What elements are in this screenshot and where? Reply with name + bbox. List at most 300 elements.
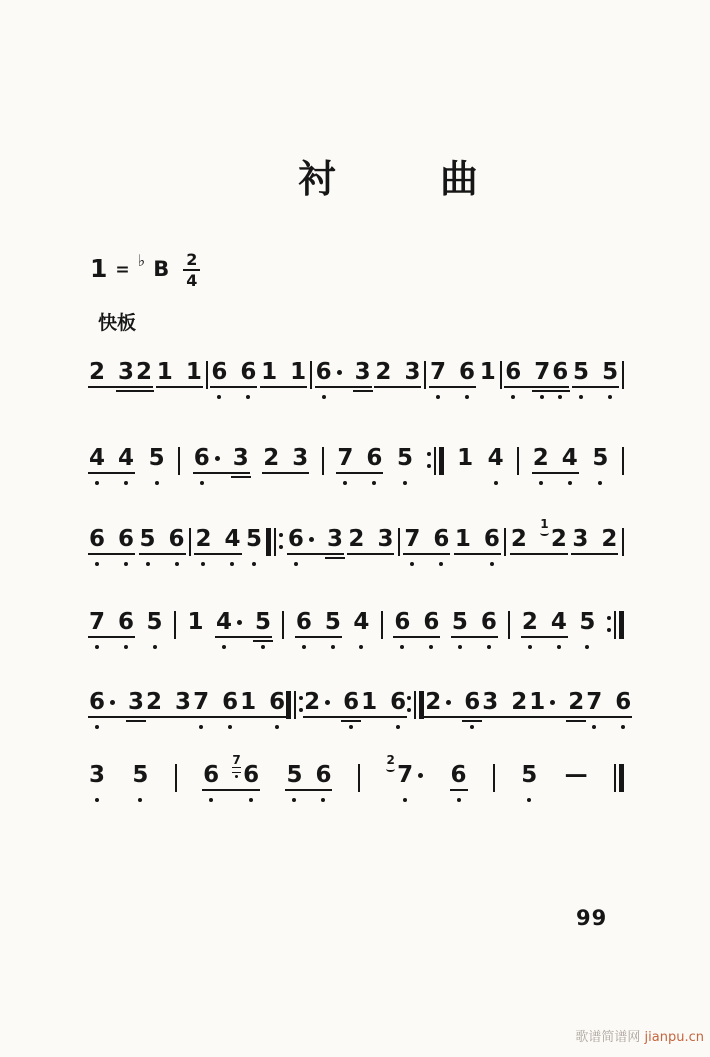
low-octave-dot [403, 481, 407, 485]
low-octave-dot [261, 645, 265, 649]
note-digit: 2 [146, 689, 163, 715]
note-group [510, 517, 568, 552]
note-digit: 5 [254, 609, 271, 635]
beam-underline [374, 386, 421, 388]
note [481, 610, 497, 649]
low-octave-dot [487, 645, 491, 649]
repeat-start-barline [266, 528, 283, 556]
note-digit: 2 [532, 445, 549, 471]
note-digit: 5 [521, 762, 538, 788]
note [193, 690, 209, 729]
note-group [260, 360, 307, 384]
repeat-end-barline [607, 611, 624, 639]
note [533, 446, 549, 485]
note-digit: 5 [592, 445, 609, 471]
note [452, 610, 468, 649]
note-digit: 7 [193, 689, 210, 715]
note-digit: 2 [521, 609, 538, 635]
augmentation-dot [550, 700, 555, 705]
note [534, 360, 550, 399]
augmentation-dot [325, 700, 330, 705]
note [464, 690, 480, 729]
barline [508, 611, 510, 639]
beam-underline [532, 472, 579, 474]
beam-underline [454, 553, 501, 555]
watermark-site-name: 歌谱简谱网 [575, 1030, 641, 1045]
beam-underline [260, 386, 307, 388]
note-digit: 7 [404, 526, 421, 552]
sixteenth-underline [532, 390, 552, 392]
barline [322, 447, 324, 475]
beam-underline [88, 472, 135, 474]
note [118, 527, 134, 566]
note-digit: 6 [211, 359, 228, 385]
note [292, 446, 308, 470]
low-octave-dot [138, 798, 142, 802]
note-group [532, 446, 579, 485]
note [290, 360, 306, 384]
score-line [88, 517, 624, 575]
note-digit: 6 [168, 526, 185, 552]
note-digit: 6 [240, 359, 257, 385]
note-group [487, 446, 505, 485]
note-digit: 6 [203, 762, 220, 788]
note-group [88, 763, 106, 802]
score-line [88, 753, 624, 811]
note [529, 690, 555, 714]
note-group [520, 763, 538, 802]
beam-underline [145, 716, 192, 718]
beam-underline [88, 716, 145, 718]
note-group [360, 690, 407, 729]
barline [622, 361, 624, 389]
low-octave-dot [396, 725, 400, 729]
low-octave-dot [539, 481, 543, 485]
note [404, 360, 420, 384]
beam-underline [336, 472, 383, 474]
note [325, 610, 341, 649]
note-digit: 6 [287, 526, 304, 552]
note-group [88, 527, 135, 566]
beam-underline [528, 716, 585, 718]
note-group [374, 360, 421, 384]
low-octave-dot [400, 645, 404, 649]
note [482, 690, 498, 714]
beam-underline [572, 386, 619, 388]
sixteenth-underline [253, 640, 273, 642]
note-group [585, 690, 632, 729]
note-digit: 6 [193, 445, 210, 471]
note [140, 527, 156, 566]
low-octave-dot [608, 395, 612, 399]
note [394, 610, 410, 649]
low-octave-dot [228, 725, 232, 729]
note-group [145, 690, 192, 714]
beam-underline [194, 553, 241, 555]
beam-underline [360, 716, 407, 718]
note [361, 690, 377, 714]
note-digit: 4 [215, 609, 232, 635]
low-octave-dot [458, 645, 462, 649]
page-number: 99 [576, 906, 608, 930]
note-group [572, 360, 619, 399]
repeat-dots [407, 696, 411, 712]
note [118, 446, 134, 485]
note-digit: 4 [224, 526, 241, 552]
low-octave-dot [439, 562, 443, 566]
low-octave-dot [592, 725, 596, 729]
note [511, 527, 527, 551]
note-group [88, 446, 135, 485]
beam-underline [139, 553, 186, 555]
note [348, 527, 364, 551]
note-digit: 2 [195, 526, 212, 552]
note-group [148, 446, 166, 485]
low-octave-dot [246, 395, 250, 399]
repeat-dots [427, 452, 431, 468]
low-octave-dot [275, 725, 279, 729]
note [232, 753, 260, 802]
note [216, 610, 242, 649]
low-octave-dot [95, 645, 99, 649]
low-octave-dot [292, 798, 296, 802]
grace-slur [232, 767, 241, 773]
note [211, 360, 227, 399]
low-octave-dot [217, 395, 221, 399]
note-digit: 4 [353, 609, 370, 635]
note-group [285, 763, 332, 802]
grace-octave-dot [235, 775, 238, 778]
note-digit: 6 [615, 689, 632, 715]
note-digit: 6 [505, 359, 522, 385]
note-group [139, 527, 186, 566]
note-digit: 5 [132, 762, 149, 788]
beam-underline [88, 386, 153, 388]
barline [622, 528, 624, 556]
beam-underline [424, 716, 481, 718]
barline [178, 447, 180, 475]
time-signature-denominator: 4 [186, 271, 198, 290]
note [203, 763, 219, 802]
barline [517, 447, 519, 475]
note-group [239, 690, 286, 729]
note-group [295, 610, 342, 649]
low-octave-dot [124, 645, 128, 649]
low-octave-dot [429, 645, 433, 649]
low-octave-dot [436, 395, 440, 399]
note-digit: 3 [404, 359, 421, 385]
note-digit: 5 [573, 359, 590, 385]
note [89, 527, 105, 566]
note-digit: 2 [568, 689, 585, 715]
note-digit: 1 [185, 359, 202, 385]
flat-icon: ♭ [137, 251, 146, 270]
note-digit: 1 [156, 359, 173, 385]
low-octave-dot [527, 798, 531, 802]
note-digit: — [564, 762, 588, 788]
note [89, 690, 115, 729]
note [586, 690, 602, 729]
low-octave-dot [95, 481, 99, 485]
note-digit: 6 [483, 526, 500, 552]
score-line [88, 446, 624, 494]
repeat-end-barline [407, 691, 424, 719]
note [433, 527, 449, 566]
note [261, 360, 277, 384]
note-digit: 6 [458, 359, 475, 385]
note [343, 690, 359, 729]
low-octave-dot [331, 645, 335, 649]
note [240, 690, 256, 714]
note [511, 690, 527, 714]
note-digit: 6 [315, 762, 332, 788]
low-octave-dot [201, 562, 205, 566]
note [288, 527, 314, 566]
time-signature-numerator: 2 [183, 251, 200, 271]
low-octave-dot [557, 645, 561, 649]
note [425, 690, 451, 714]
note [484, 527, 500, 566]
note [430, 360, 446, 399]
note-digit: 6 [433, 526, 450, 552]
note-group [479, 360, 497, 384]
note-digit: 2 [550, 526, 567, 552]
beam-underline [287, 553, 344, 555]
note [169, 527, 185, 566]
note-digit: 2 [136, 359, 153, 385]
note-digit: 6 [89, 689, 106, 715]
note [455, 527, 471, 551]
low-octave-dot [540, 395, 544, 399]
note-digit: 2 [263, 445, 280, 471]
low-octave-dot [470, 725, 474, 729]
low-octave-dot [95, 562, 99, 566]
key-equals: = [115, 260, 130, 280]
low-octave-dot [621, 725, 625, 729]
note-digit: 2 [511, 689, 528, 715]
low-octave-dot [349, 725, 353, 729]
note-digit: 3 [89, 762, 106, 788]
barline [206, 361, 208, 389]
note-digit: 2 [375, 359, 392, 385]
note-digit: 2 [601, 526, 618, 552]
note [269, 690, 285, 729]
note-digit: 3 [128, 689, 145, 715]
note-digit: 6 [343, 689, 360, 715]
low-octave-dot [222, 645, 226, 649]
note [89, 763, 105, 802]
note-group [156, 360, 203, 384]
augmentation-dot [446, 700, 451, 705]
note-digit: 6 [118, 526, 135, 552]
grace-slur [386, 766, 395, 772]
note-digit: 6 [89, 526, 106, 552]
low-octave-dot [155, 481, 159, 485]
note [175, 690, 191, 714]
beam-underline [262, 472, 309, 474]
note [240, 360, 256, 399]
note-digit: 5 [579, 609, 596, 635]
note-group [451, 610, 498, 649]
barline [174, 611, 176, 639]
grace-note: 2 [386, 754, 395, 772]
time-signature [183, 251, 200, 289]
score-line [88, 689, 632, 738]
note-digit: 6 [450, 762, 467, 788]
low-octave-dot [95, 798, 99, 802]
note [132, 763, 148, 802]
beam-underline [210, 386, 257, 388]
note-digit: 1 [240, 689, 257, 715]
barline [358, 764, 360, 792]
note-digit: 6 [118, 609, 135, 635]
repeat-end-barline [427, 447, 444, 475]
note [423, 610, 439, 649]
note [195, 527, 211, 566]
note-digit: 7 [534, 359, 551, 385]
barline [189, 528, 191, 556]
note-digit: 6 [480, 609, 497, 635]
note-group [352, 610, 370, 649]
grace-note: 7 [232, 754, 241, 778]
note-digit: 5 [451, 609, 468, 635]
note-group [210, 360, 257, 399]
note-digit: 6 [243, 762, 260, 788]
augmentation-dot [110, 700, 115, 705]
low-octave-dot [410, 562, 414, 566]
note [602, 360, 618, 399]
note [222, 690, 238, 729]
note [579, 610, 595, 649]
note [246, 527, 262, 566]
note-digit: 3 [175, 689, 192, 715]
note-group [287, 527, 344, 566]
note-group [215, 610, 272, 649]
low-octave-dot [249, 798, 253, 802]
note-digit: 5 [148, 445, 165, 471]
barline [500, 361, 502, 389]
beam-underline [88, 636, 135, 638]
low-octave-dot [199, 725, 203, 729]
note-digit: 6 [295, 609, 312, 635]
beam-underline [504, 386, 569, 388]
beam-underline [156, 386, 203, 388]
barline [398, 528, 400, 556]
low-octave-dot [252, 562, 256, 566]
note-group [192, 690, 239, 729]
augmentation-dot [215, 456, 220, 461]
sixteenth-underline [325, 557, 345, 559]
note-group [88, 690, 145, 729]
repeat-dots [279, 533, 283, 549]
sixteenth-underline [353, 390, 373, 392]
note-group [521, 610, 568, 649]
note-digit: 4 [89, 445, 106, 471]
watermark-site-url[interactable]: jianpu.cn [644, 1030, 704, 1045]
low-octave-dot [209, 798, 213, 802]
note-digit: 7 [397, 762, 414, 788]
note-digit: 6 [390, 689, 407, 715]
note [540, 517, 567, 552]
note-digit: 5 [139, 526, 156, 552]
note [551, 610, 567, 649]
note-digit: 3 [354, 359, 371, 385]
note-group [571, 527, 618, 551]
beam-underline [215, 636, 272, 638]
note [390, 690, 406, 729]
beam-underline [585, 716, 632, 718]
low-octave-dot [343, 481, 347, 485]
beam-underline [571, 553, 618, 555]
score-line [88, 610, 624, 658]
sixteenth-underline [566, 720, 586, 722]
note [377, 527, 393, 551]
note [565, 763, 588, 787]
note-digit: 5 [324, 609, 341, 635]
note-digit: 4 [487, 445, 504, 471]
note-group [194, 527, 241, 566]
low-octave-dot [511, 395, 515, 399]
note-digit: 2 [89, 359, 106, 385]
low-octave-dot [95, 725, 99, 729]
low-octave-dot [124, 481, 128, 485]
sixteenth-underline [231, 476, 251, 478]
note [505, 360, 521, 399]
note-digit: 3 [118, 359, 135, 385]
note-group [347, 527, 394, 551]
note-group [456, 446, 474, 470]
note-digit: 1 [457, 445, 474, 471]
barline [175, 764, 177, 792]
beam-underline [239, 716, 286, 718]
note [615, 690, 631, 729]
note [353, 610, 369, 649]
low-octave-dot [359, 645, 363, 649]
note [304, 690, 330, 714]
beam-underline [192, 716, 239, 718]
note-digit: 6 [315, 359, 332, 385]
beam-underline [451, 636, 498, 638]
note-digit: 5 [602, 359, 619, 385]
barline [493, 764, 495, 792]
note-group [262, 446, 309, 470]
note [187, 610, 203, 634]
beam-underline [510, 553, 568, 555]
note [375, 360, 391, 384]
repeat-dots [607, 616, 611, 632]
beam-underline [202, 789, 260, 791]
note-digit: 3 [292, 445, 309, 471]
note-digit: 4 [561, 445, 578, 471]
note [157, 360, 173, 384]
low-octave-dot [294, 562, 298, 566]
note-group [578, 610, 596, 649]
low-octave-dot [302, 645, 306, 649]
note [397, 446, 413, 485]
note-digit: 6 [366, 445, 383, 471]
note-group [193, 446, 250, 485]
beam-underline [88, 553, 135, 555]
sixteenth-underline [134, 390, 154, 392]
note-digit: 1 [187, 609, 204, 635]
note-digit: 7 [337, 445, 354, 471]
note-group [403, 527, 450, 566]
barline [504, 528, 506, 556]
note-group [385, 753, 424, 802]
beam-underline [303, 716, 360, 718]
beam-underline [315, 386, 372, 388]
sixteenth-underline [462, 720, 482, 722]
